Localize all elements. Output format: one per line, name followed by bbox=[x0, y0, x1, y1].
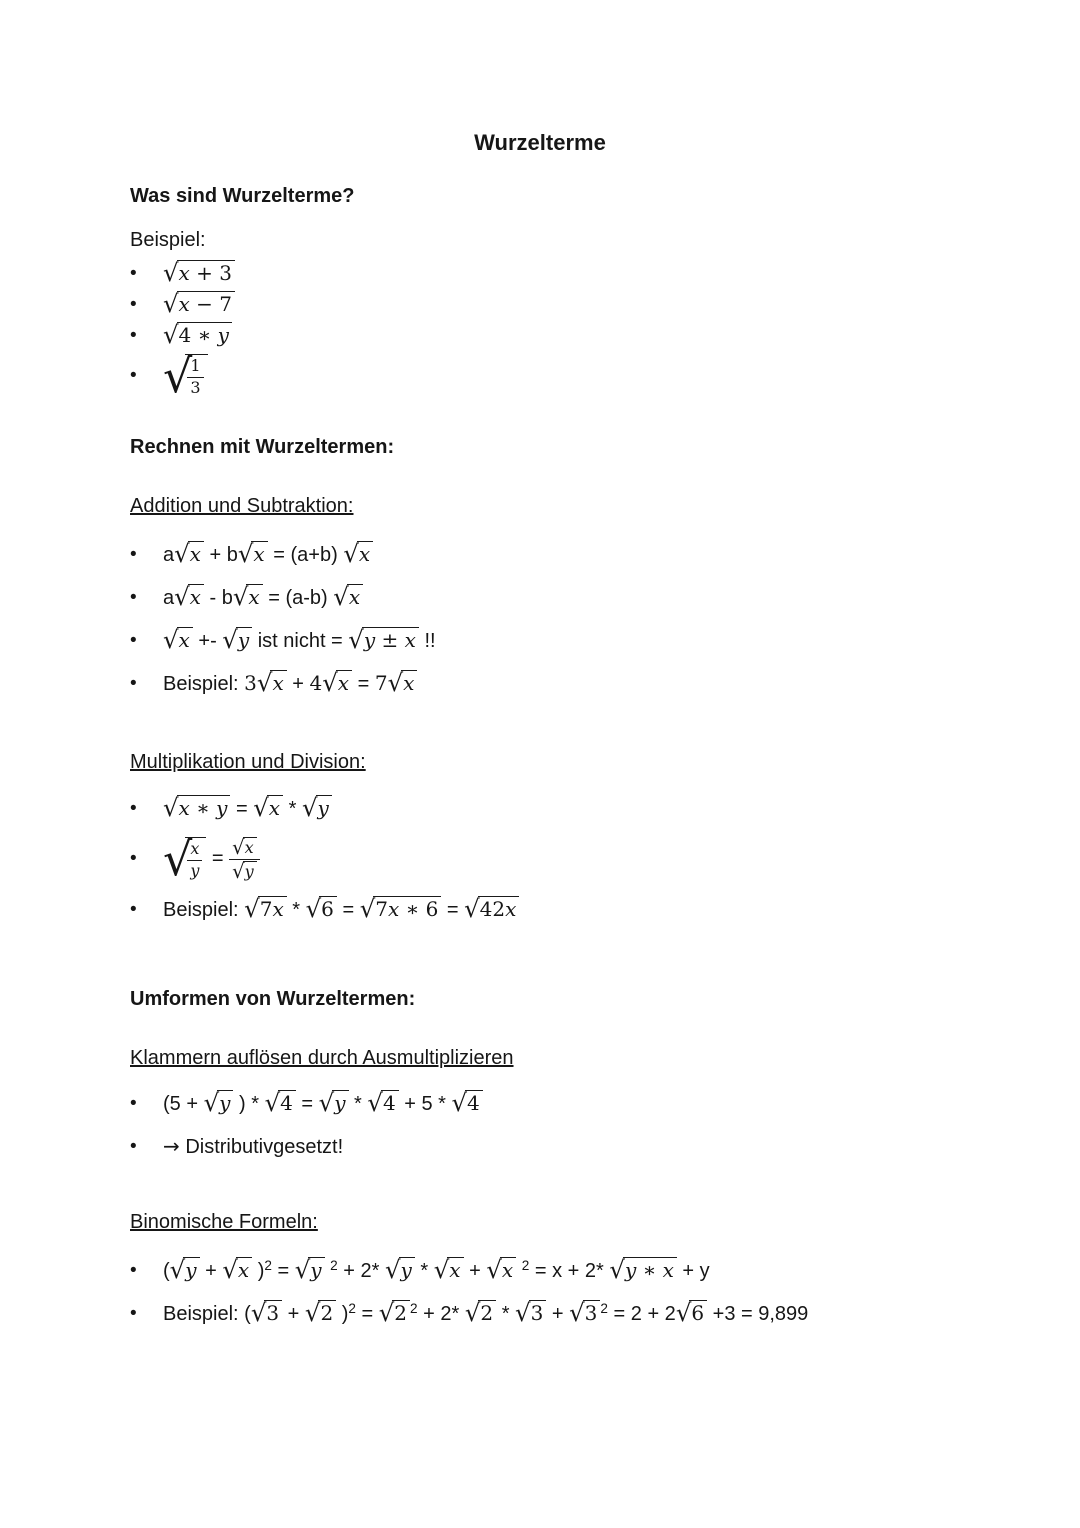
list-item bbox=[130, 1257, 1025, 1284]
formula-sqrt-one-third: √ $\frac{1}{3}$ bbox=[163, 353, 208, 399]
bullet-dot: • bbox=[130, 324, 137, 346]
bullet-dot: • bbox=[130, 898, 137, 920]
addition-list bbox=[130, 541, 1025, 713]
formula-multiplikation-beispiel: Beispiel: √7x * √6 = √7x ∗ 6 = √42x bbox=[163, 896, 519, 923]
list-item bbox=[130, 795, 1025, 822]
label-beispiel: Beispiel: bbox=[130, 229, 206, 251]
klammern-list bbox=[130, 1090, 1025, 1176]
formula-addition-beispiel: Beispiel: 3√x + 4√x = 7√x bbox=[163, 670, 417, 697]
formula-sqrt-x-minus-7: √x − 7 bbox=[163, 291, 235, 318]
subheading-multiplikation-division: Multiplikation und Division: bbox=[130, 751, 366, 773]
formula-product-rule: √x ∗ y = √x * √y bbox=[163, 795, 332, 822]
bullet-dot: • bbox=[130, 1092, 137, 1114]
formula-quotient-rule: √ $\frac{x}{y}$ = $\frac{√x}{√y}$ bbox=[163, 836, 260, 882]
list-item bbox=[130, 1133, 1025, 1160]
subheading-klammern-aufloesen: Klammern auflösen durch Ausmultiplizieren bbox=[130, 1047, 514, 1069]
subheading-binomische-formeln: Binomische Formeln: bbox=[130, 1211, 318, 1233]
list-item bbox=[130, 896, 1025, 923]
bullet-dot: • bbox=[130, 262, 137, 284]
formula-ist-nicht-warning: √x +- √y ist nicht = √y ± x !! bbox=[163, 625, 436, 654]
list-item bbox=[130, 322, 1025, 349]
subheading-addition-subtraktion: Addition und Subtraktion: bbox=[130, 495, 354, 517]
bullet-dot: • bbox=[130, 848, 137, 869]
list-item bbox=[130, 541, 1025, 568]
bullet-dot: • bbox=[130, 1302, 137, 1324]
list-item bbox=[130, 260, 1025, 287]
bullet-dot: • bbox=[130, 629, 137, 651]
heading-rechnen: Rechnen mit Wurzeltermen: bbox=[130, 436, 395, 458]
bullet-dot: • bbox=[130, 293, 137, 315]
examples-list bbox=[130, 260, 1025, 403]
binomische-list bbox=[130, 1257, 1025, 1343]
bullet-dot: • bbox=[130, 1135, 137, 1157]
bullet-dot: • bbox=[130, 1259, 137, 1281]
bullet-dot: • bbox=[130, 586, 137, 608]
page-title: Wurzelterme bbox=[474, 130, 606, 155]
formula-sqrt-4-times-y: √4 ∗ y bbox=[163, 322, 232, 349]
list-item bbox=[130, 627, 1025, 654]
list-item bbox=[130, 291, 1025, 318]
formula-distributiv-beispiel: (5 + √y ) * √4 = √y * √4 + 5 * √4 bbox=[163, 1090, 483, 1117]
bullet-dot: • bbox=[130, 543, 137, 565]
formula-addition-rule: a√x + b√x = (a+b) √x bbox=[163, 541, 373, 568]
formula-binomische-beispiel: Beispiel: (√3 + √2 )$^2$ = √2 $^2$ + 2* √2 * √3 + √3 $^2$ = 2 + 2√6 +3 = 9,899 bbox=[163, 1298, 809, 1327]
formula-binomische-regel: (√y + √x )$^2$ = √y $^2$ + 2* √y * √x + √x $^2$ = x + 2* √y ∗ x + y bbox=[163, 1255, 710, 1284]
list-item bbox=[130, 670, 1025, 697]
list-item bbox=[130, 1090, 1025, 1117]
list-item bbox=[130, 1300, 1025, 1327]
heading-umformen: Umformen von Wurzeltermen: bbox=[130, 988, 416, 1010]
bullet-dot: • bbox=[130, 365, 137, 386]
heading-was-sind-wurzelterme: Was sind Wurzelterme? bbox=[130, 185, 355, 207]
multiplikation-list bbox=[130, 795, 1025, 937]
bullet-dot: • bbox=[130, 797, 137, 819]
list-item bbox=[130, 832, 1025, 886]
bullet-dot: • bbox=[130, 672, 137, 694]
formula-sqrt-x-plus-3: √x + 3 bbox=[163, 260, 235, 287]
list-item bbox=[130, 349, 1025, 403]
list-item bbox=[130, 584, 1025, 611]
note-distributivgesetz: → Distributivgesetzt! bbox=[163, 1134, 344, 1158]
formula-subtraction-rule: a√x - b√x = (a-b) √x bbox=[163, 584, 363, 611]
